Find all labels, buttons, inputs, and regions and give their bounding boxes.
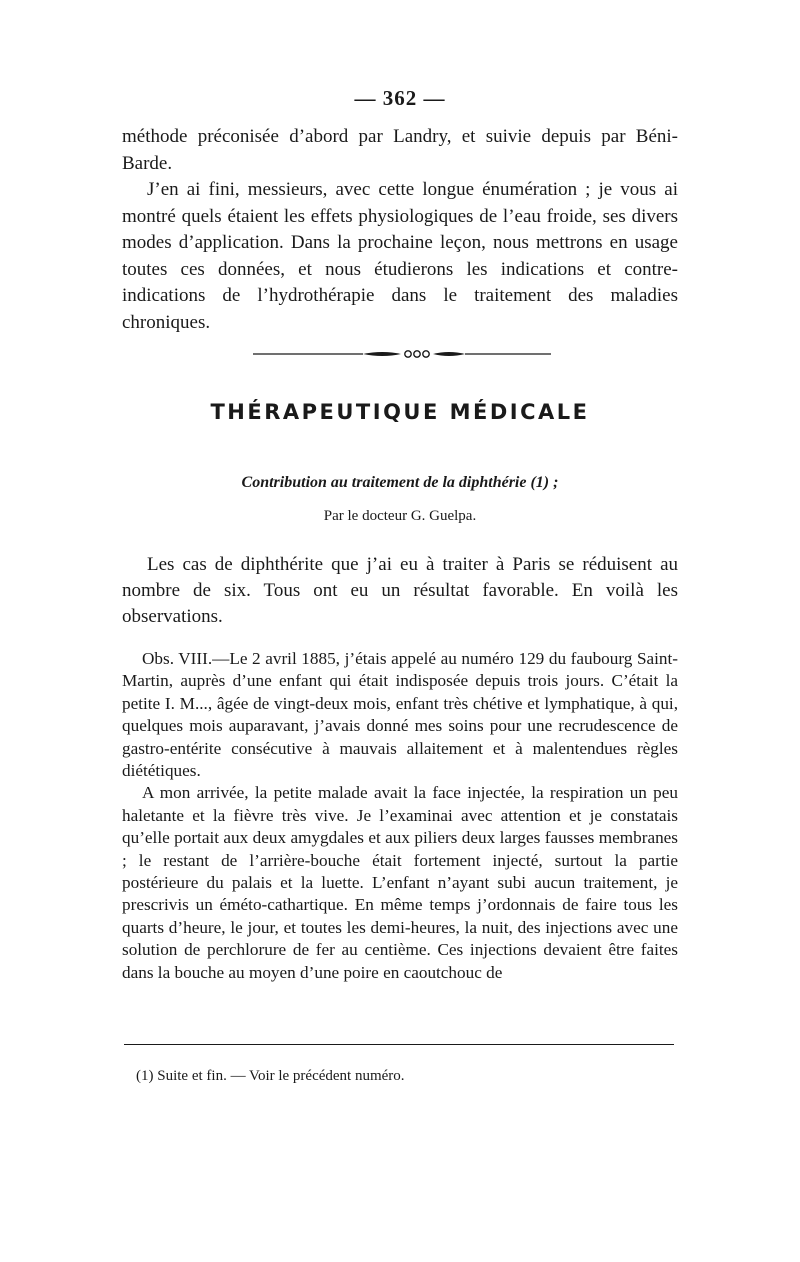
intro-paragraph: Les cas de diphthérite que j’ai eu à traiter à Paris se réduisent au nombre de six. Tous ont eu un résultat favorable. En voilà les observations. — [122, 554, 678, 627]
opening-text — [122, 124, 678, 336]
observation-text — [122, 648, 678, 984]
observation-paragraph-2: A mon arrivée, la petite malade avait la face injectée, la respiration un peu haletante et la fièvre très vive. Je l’examinai avec attention et je constatais qu’elle portait aux deux amygdales et aux piliers deux larges fausses membranes ; le restant de l’arrière-bouche était fortement injecté, surtout la partie postérieure du palais et la luette. L’enfant n’ayant subi aucun traitement, je prescrivis un éméto-cathartique. En même temps j’ordonnais de faire tous les quarts d’heure, le jour, et toutes les demi-heures, la nuit, des injections avec une solution de perchlorure de fer au centième. Ces injections devaient être faites dans la bouche au moyen d’une poire en caoutchouc de — [122, 783, 678, 982]
intro-text — [122, 552, 678, 630]
section-title: THÉRAPEUTIQUE MÉDICALE — [210, 400, 590, 424]
section-divider-ornament — [253, 347, 551, 361]
opening-paragraph-2: J’en ai fini, messieurs, avec cette longue énumération ; je vous ai montré quels étaient les effets physiologiques de l’eau froide, ses divers modes d’application. Dans la prochaine leçon, nous mettrons en usage toutes ces données, et nous étudierons les indications et contre-indications de l’hydrothérapie dans le traitement des maladies chroniques. — [122, 179, 678, 333]
article-byline: Par le docteur G. Guelpa. — [323, 508, 477, 524]
observation-paragraph-1: Obs. VIII.—Le 2 avril 1885, j’étais appelé au numéro 129 du faubourg Saint-Martin, auprès d’une enfant qui était indisposée depuis trois jours. C’était la petite I. M..., âgée de vingt-deux mois, enfant très chétive et lymphatique, à qui, quelques mois auparavant, j’avais donné mes soins pour une recrudescence de gastro-entérite consécutive à mauvais allaitement et à malentendues règles diététiques. — [122, 649, 678, 781]
footnote: (1) Suite et fin. — Voir le précédent numéro. — [136, 1068, 405, 1084]
footnote-separator — [124, 1044, 674, 1045]
page-number: — 362 — — [354, 86, 446, 110]
article-title: Contribution au traitement de la diphthérie (1) ; — [241, 474, 559, 491]
opening-paragraph-1: méthode préconisée d’abord par Landry, et suivie depuis par Béni-Barde. — [122, 126, 678, 174]
